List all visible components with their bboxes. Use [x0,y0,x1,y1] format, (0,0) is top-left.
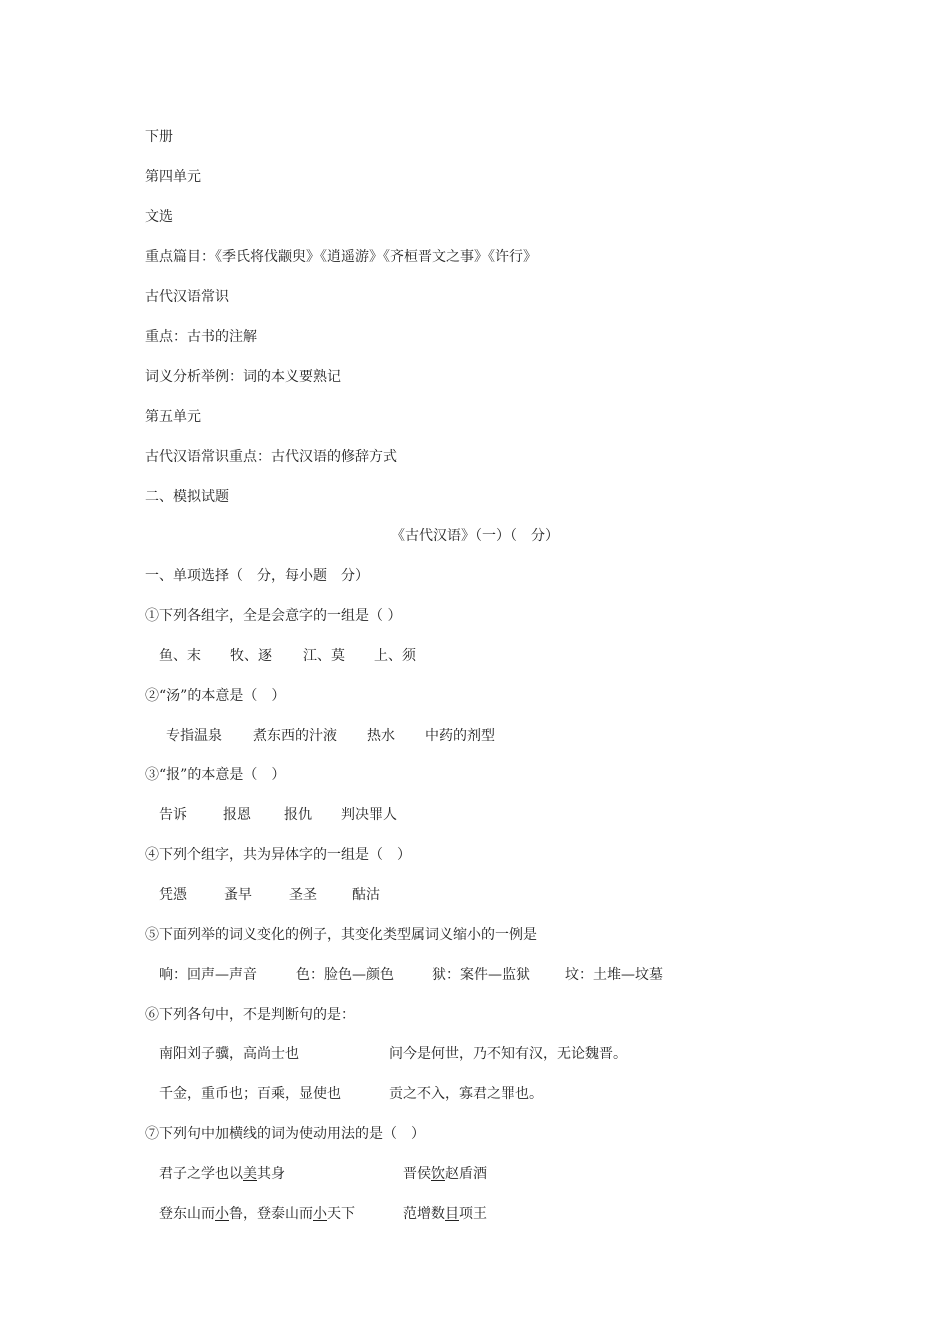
option-c: 狱：案件—监狱 [432,967,530,983]
question-options [0,1083,950,1105]
question-options [0,1043,950,1065]
option-c: 圣圣 [289,887,317,903]
option-text: 项王 [459,1206,487,1222]
common-knowledge-heading: 古代汉语常识 [145,289,229,305]
question-stem: ①下列各组字，全是会意字的一组是（ ） [145,608,402,624]
question-options [0,1163,950,1185]
option-text: 鲁，登泰山而 [229,1206,313,1222]
underlined-word: 小 [215,1206,229,1222]
option-a: 响：回声—声音 [159,967,257,983]
option-a: 专指温泉 [166,728,222,744]
option-a: 凭憑 [159,887,187,903]
option-b: 牧、逐 [230,648,272,664]
option-b: 报恩 [223,807,251,823]
option-d [403,1203,487,1225]
underlined-word: 小 [313,1206,327,1222]
question-options [0,804,950,826]
underlined-word: 饮 [431,1166,445,1182]
option-a: 南阳刘子骥，高尚士也 [159,1046,299,1062]
option-text: 天下 [327,1206,355,1222]
option-c: 热水 [367,728,395,744]
underlined-word: 美 [243,1166,257,1182]
option-b [403,1163,487,1185]
unit5-heading: 第五单元 [145,409,201,425]
question-stem: ②“汤”的本意是（ ） [145,688,286,704]
option-text: 赵盾酒 [445,1166,487,1182]
option-d: 贡之不入，寡君之罪也。 [389,1086,543,1102]
option-c: 千金，重币也；百乘，显使也 [159,1086,341,1102]
unit4-heading: 第四单元 [145,169,201,185]
question-stem: ④下列个组字，共为异体字的一组是（ ） [145,847,411,863]
question-options [0,964,950,986]
option-d: 上、须 [374,648,416,664]
option-d: 判决罪人 [341,807,397,823]
key-texts: 重点篇目：《季氏将伐颛臾》《逍遥游》《齐桓晋文之事》《许行》 [145,249,537,265]
option-b: 问今是何世，乃不知有汉，无论魏晋。 [389,1046,627,1062]
option-d: 酤沽 [352,887,380,903]
mock-exam-heading: 二、模拟试题 [145,489,229,505]
question-options [0,645,950,667]
question-stem: ⑥下列各句中，不是判断句的是： [145,1007,355,1023]
option-a: 鱼、末 [159,648,201,664]
section1-heading: 一、单项选择（ 分，每小题 分） [145,568,369,584]
volume-heading: 下册 [145,129,173,145]
option-text: 君子之学也以 [159,1166,243,1182]
word-analysis: 词义分析举例：词的本义要熟记 [145,369,341,385]
option-a [159,1163,285,1185]
option-d: 坟：土堆—坟墓 [565,967,663,983]
option-c: 报仇 [284,807,312,823]
question-stem: ⑤下面列举的词义变化的例子，其变化类型属词义缩小的一例是 [145,927,537,943]
option-b: 蚤早 [224,887,252,903]
unit5-focus: 古代汉语常识重点：古代汉语的修辞方式 [145,449,397,465]
option-c [159,1203,355,1225]
option-d: 中药的剂型 [425,728,495,744]
option-text: 晋侯 [403,1166,431,1182]
question-options [0,884,950,906]
option-b: 煮东西的汁液 [253,728,337,744]
exam-title: 《古代汉语》（一）（ 分） [391,528,559,544]
option-c: 江、莫 [303,648,345,664]
question-options [0,1203,950,1225]
focus-annotation: 重点：古书的注解 [145,329,257,345]
wenxuan-heading: 文选 [145,209,173,225]
underlined-word: 目 [445,1206,459,1222]
option-text: 范增数 [403,1206,445,1222]
option-text: 其身 [257,1166,285,1182]
option-b: 色：脸色—颜色 [296,967,394,983]
question-stem: ③“报”的本意是（ ） [145,767,286,783]
option-text: 登东山而 [159,1206,215,1222]
question-stem: ⑦下列句中加横线的词为使动用法的是（ ） [145,1126,425,1142]
question-options [0,725,950,747]
option-a: 告诉 [159,807,187,823]
